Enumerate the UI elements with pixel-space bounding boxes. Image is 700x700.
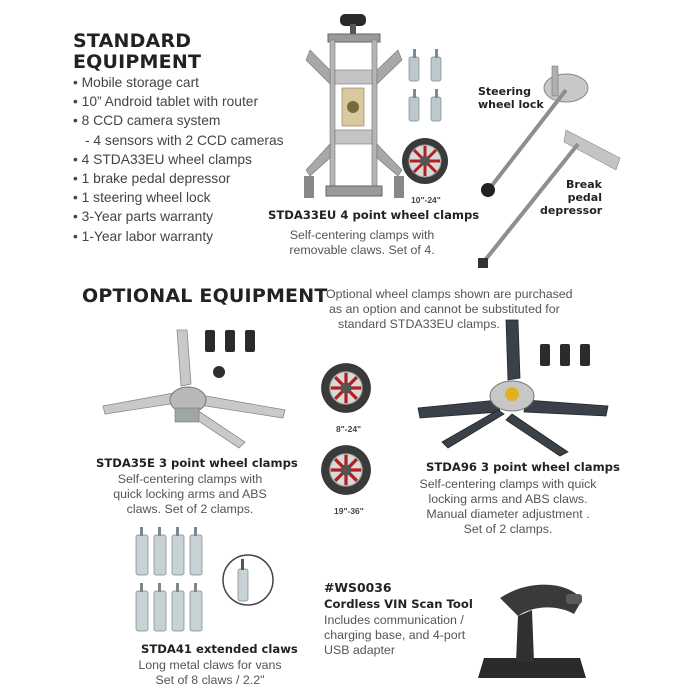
stda41-description: Long metal claws for vans Set of 8 claws / 2.2" — [138, 658, 282, 687]
ws0036-title: Cordless VIN Scan Tool — [324, 597, 473, 611]
stda35e-clamp-image — [95, 322, 290, 452]
vin-scanner-image — [470, 570, 600, 685]
wheel-large-range-icon — [320, 444, 372, 496]
stda96-clamp-image — [408, 318, 618, 458]
standard-claws-image — [405, 45, 450, 130]
large-range-label: 19"-36" — [334, 506, 364, 516]
stda41-claws-image — [130, 525, 280, 640]
stda96-title: STDA96 3 point wheel clamps — [426, 460, 620, 474]
ws0036-code: #WS0036 — [324, 580, 392, 595]
list-item: • 1 brake pedal depressor — [73, 171, 231, 187]
stda96-description: Self-centering clamps with quick locking arms and ABS claws. Manual diameter adjustment . Set of 2 clamps. — [419, 477, 597, 536]
small-range-label: 8"-24" — [336, 424, 362, 434]
standard-equipment-list — [73, 73, 284, 246]
list-item: • 10” Android tablet with router — [73, 94, 259, 110]
list-item: • 8 CCD camera system — [73, 113, 221, 129]
list-item: • Mobile storage cart — [73, 75, 199, 90]
list-item: • 1 steering wheel lock — [73, 190, 211, 206]
list-item: • 1-Year labor warranty — [73, 228, 214, 244]
standard-range-label: 10"-24" — [411, 195, 441, 205]
list-subitem: - 4 sensors with 2 CCD cameras — [85, 132, 284, 148]
steering-lock-label: Steering wheel lock — [478, 85, 544, 111]
stda33eu-title: STDA33EU 4 point wheel clamps — [268, 208, 480, 222]
optional-equipment-note: Optional wheel clamps shown are purchased as an option and cannot be substituted for standard STDA33EU clamps. — [326, 287, 573, 331]
stda33eu-clamp-image — [300, 10, 410, 215]
stda33eu-description: Self-centering clamps with removable claws. Set of 4. — [289, 228, 435, 257]
stda35e-description: Self-centering clamps with quick locking arms and ABS claws. Set of 2 clamps. — [113, 472, 267, 516]
wheel-range-icon — [401, 137, 449, 185]
standard-equipment-heading: STANDARD EQUIPMENT — [73, 30, 202, 73]
optional-equipment-heading: OPTIONAL EQUIPMENT — [82, 285, 328, 307]
list-item: • 4 STDA33EU wheel clamps — [73, 151, 252, 167]
ws0036-description: Includes communication / charging base, and 4-port USB adapter — [324, 613, 466, 657]
stda41-title: STDA41 extended claws — [141, 642, 298, 656]
list-item: • 3-Year parts warranty — [73, 209, 214, 225]
wheel-small-range-icon — [320, 362, 372, 414]
stda35e-title: STDA35E 3 point wheel clamps — [96, 456, 298, 470]
brake-depressor-label: Break pedal depressor — [540, 178, 603, 217]
